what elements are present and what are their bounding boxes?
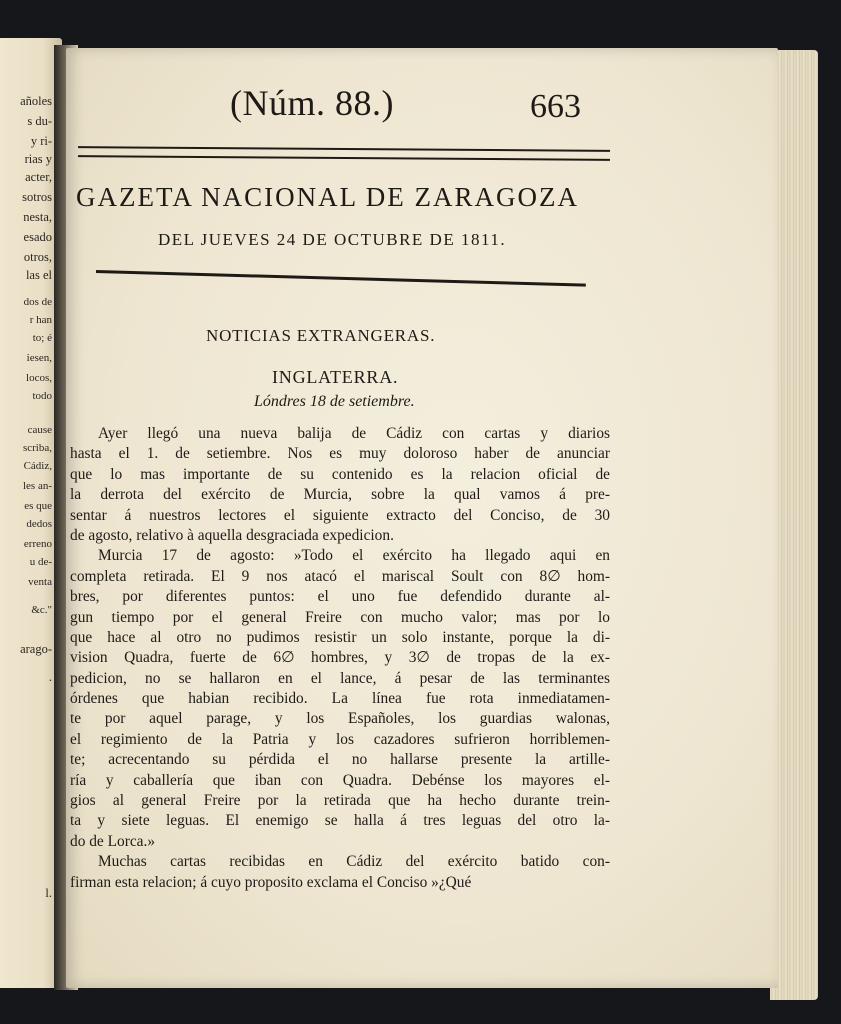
left-page-fragment: añoles xyxy=(20,94,52,108)
left-page-fragment: esado xyxy=(23,230,52,244)
left-page-fragment: . xyxy=(48,670,52,684)
article-line: gun tiempo por el general Freire con mucho valor; mas por lo xyxy=(70,608,610,626)
left-page-fragment: l. xyxy=(45,886,52,900)
article-line: te; acrecentando su pérdida el no hallarse presente la artille- xyxy=(70,751,610,769)
article-line: firman esta relacion; á cuyo proposito exclama el Conciso »¿Qué xyxy=(70,873,472,891)
gazette-date: DEL JUEVES 24 DE OCTUBRE DE 1811. xyxy=(158,230,507,249)
left-page-fragment: rias y xyxy=(24,152,52,166)
article-line: sentar á nuestros lectores el siguiente extracto del Conciso, de 30 xyxy=(70,506,610,524)
page-number: 663 xyxy=(530,88,581,125)
left-page-fragment: iesen, xyxy=(26,352,52,364)
left-page-fragment: s du- xyxy=(27,114,52,128)
article-body xyxy=(70,424,610,893)
article-line: que hace al otro no pudimos resistir un solo instante, porque la di- xyxy=(70,628,610,646)
article-line: vision Quadra, fuerte de 6∅ hombres, y 3∅ de tropas de la ex- xyxy=(70,649,610,667)
article-line: que lo mas importante de su contenido es la relacion oficial de xyxy=(70,465,610,483)
article-line: hasta el 1. de setiembre. Nos es muy doloroso haber de anunciar xyxy=(70,445,610,463)
left-page-edge xyxy=(0,38,62,988)
left-page-fragment: &c." xyxy=(31,604,52,616)
left-page-fragment: scriba, xyxy=(22,442,52,454)
left-page-fragment: arago- xyxy=(20,642,52,656)
country-heading: INGLATERRA. xyxy=(272,367,399,387)
left-page-fragment: sotros xyxy=(22,190,52,204)
left-page-fragment: es que xyxy=(24,500,52,512)
article-line: bres, por diferentes puntos: el uno fue defendido durante al- xyxy=(70,588,610,606)
left-page-fragment: nesta, xyxy=(23,210,52,224)
article-line: Ayer llegó una nueva balija de Cádiz con cartas y diarios xyxy=(98,425,610,442)
article-line: de agosto, relativo à aquella desgraciada expedicion. xyxy=(70,526,394,544)
issue-number: (Núm. 88.) xyxy=(230,83,394,123)
left-page-fragment: to; é xyxy=(32,332,52,344)
left-page-fragment: y ri- xyxy=(30,134,52,148)
left-page-fragment: les an- xyxy=(22,480,52,492)
article-line: pedicion, no se hallaron en el lance, á pesar de las terminantes xyxy=(70,669,610,687)
article-line: la derrota del exército de Murcia, sobre la qual vamos á pre- xyxy=(70,486,610,504)
left-page-fragment: erreno xyxy=(23,538,52,550)
left-page-fragment: todo xyxy=(32,390,52,402)
article-line: Murcia 17 de agosto: »Todo el exército ha llegado aqui en xyxy=(98,547,610,565)
gazette-title: GAZETA NACIONAL DE ZARAGOZA xyxy=(76,182,580,212)
left-page-fragment: las el xyxy=(25,268,52,282)
article-line: órdenes que habian recibido. La línea fue rota inmediatamen- xyxy=(70,690,610,708)
left-page-fragment: venta xyxy=(28,576,52,588)
left-page-fragment: Cádiz, xyxy=(23,460,52,472)
left-page-fragment: acter, xyxy=(25,170,52,184)
article-line: do de Lorca.» xyxy=(70,832,156,850)
left-page-fragment: otros, xyxy=(23,250,52,264)
section-heading: NOTICIAS EXTRANGERAS. xyxy=(206,326,436,345)
article-line: gios al general Freire por la retirada que ha hecho durante trein- xyxy=(70,792,610,810)
left-page-fragment: dos de xyxy=(23,296,52,308)
article-line: completa retirada. El 9 nos atacó el mariscal Soult con 8∅ hom- xyxy=(70,567,610,585)
left-page-fragment: locos, xyxy=(26,372,52,384)
left-page-fragment: r han xyxy=(29,314,52,326)
left-page-fragment: u de- xyxy=(29,556,52,568)
article-line: Muchas cartas recibidas en Cádiz del exército batido con- xyxy=(98,853,610,871)
dateline: Lóndres 18 de setiembre. xyxy=(254,393,415,410)
left-page-fragment: dedos xyxy=(26,518,52,530)
article-line: ría y caballería que iban con Quadra. Debénse los mayores el- xyxy=(70,771,610,789)
article-line: ta y siete leguas. El enemigo se halla á tres leguas del otro la- xyxy=(70,812,610,830)
article-line: te por aquel parage, y los Españoles, los guardias walonas, xyxy=(70,710,610,728)
article-line: el regimiento de la Patria y los cazadores sufrieron horriblemen- xyxy=(70,730,610,748)
left-page-fragment: cause xyxy=(27,424,52,436)
